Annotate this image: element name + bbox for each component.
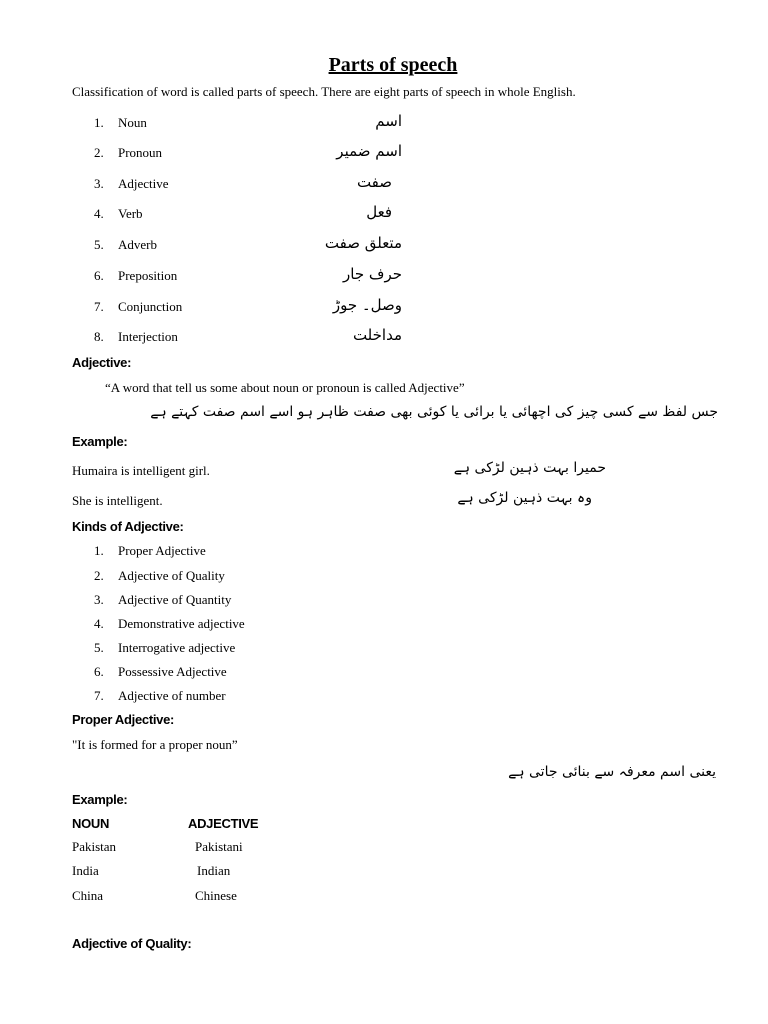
list-item (94, 145, 162, 161)
proper-definition: "It is formed for a proper noun” (72, 737, 238, 752)
list-item (94, 268, 177, 284)
table-cell-noun: Pakistan (72, 839, 117, 854)
list-number: 4. (94, 616, 104, 631)
proper-example-heading: Example: (72, 792, 128, 807)
adjective-definition-urdu: جس لفظ سے کسی چیز کی اچھائی یا برائی یا کوئی بھی صفت ظاہر ہو اسے اسم صفت کہتے ہے (150, 404, 718, 420)
kinds-heading: Kinds of Adjective: (72, 519, 184, 534)
list-label: Interjection (118, 329, 178, 344)
list-number: 1. (94, 543, 104, 558)
list-item (94, 688, 226, 704)
list-label: Conjunction (118, 299, 183, 314)
list-number: 4. (94, 206, 104, 221)
page-title: Parts of speech (328, 54, 458, 76)
list-label: Pronoun (118, 145, 163, 160)
list-number: 2. (94, 568, 104, 583)
list-label: Adjective of Quality (118, 568, 225, 583)
column-header-adjective: ADJECTIVE (188, 816, 259, 831)
table-cell-noun: China (72, 888, 104, 903)
list-item (94, 592, 231, 608)
list-label: Adjective of Quantity (118, 592, 232, 607)
list-label: Possessive Adjective (118, 664, 227, 679)
list-number: 1. (94, 115, 104, 130)
list-label: Interrogative adjective (118, 640, 236, 655)
list-number: 7. (94, 688, 104, 703)
list-item (94, 568, 225, 584)
column-header-noun: NOUN (72, 816, 110, 831)
quality-heading: Adjective of Quality: (72, 936, 192, 951)
list-item (94, 616, 245, 632)
example-sentence-urdu: حمیرا بہت ذہین لڑکی ہے (453, 460, 606, 476)
list-item (94, 115, 147, 131)
list-item (94, 206, 143, 222)
list-item (94, 543, 206, 559)
adjective-definition: “A word that tell us some about noun or pronoun is called Adjective” (105, 380, 465, 395)
urdu-term: اسم ضمیر (336, 142, 402, 160)
list-item (94, 640, 235, 656)
list-item (94, 329, 178, 345)
list-item (94, 176, 169, 192)
list-label: Preposition (118, 268, 178, 283)
table-cell-noun: India (72, 863, 99, 878)
urdu-term: مداخلت (352, 326, 402, 344)
list-label: Adverb (118, 237, 157, 252)
adjective-heading: Adjective: (72, 355, 132, 370)
urdu-term: اسم (375, 112, 402, 130)
example-sentence: Humaira is intelligent girl. (72, 463, 210, 478)
table-cell-adjective: Pakistani (195, 839, 243, 854)
list-number: 5. (94, 237, 104, 252)
list-label: Proper Adjective (118, 543, 206, 558)
list-number: 6. (94, 268, 104, 283)
list-number: 7. (94, 299, 104, 314)
list-number: 3. (94, 176, 104, 191)
proper-heading: Proper Adjective: (72, 712, 175, 727)
urdu-term: متعلق صفت (324, 234, 402, 252)
list-item (94, 237, 157, 253)
list-number: 2. (94, 145, 104, 160)
urdu-term: وصل۔ جوڑ (332, 296, 402, 314)
example-sentence-urdu: وہ بہت ذہین لڑکی ہے (457, 490, 592, 506)
example-sentence: She is intelligent. (72, 493, 163, 508)
urdu-term: حرف جار (343, 265, 402, 283)
list-number: 5. (94, 640, 104, 655)
list-label: Adjective of number (118, 688, 226, 703)
urdu-term: صفت (356, 173, 392, 191)
list-number: 6. (94, 664, 104, 679)
list-item (94, 664, 227, 680)
list-number: 3. (94, 592, 104, 607)
list-label: Noun (118, 115, 147, 130)
list-label: Demonstrative adjective (118, 616, 245, 631)
adjective-example-heading: Example: (72, 434, 128, 449)
list-label: Verb (118, 206, 143, 221)
list-item (94, 299, 182, 315)
table-cell-adjective: Indian (197, 863, 231, 878)
list-label: Adjective (118, 176, 169, 191)
urdu-term: فعل (366, 203, 392, 221)
intro-text: Classification of word is called parts of speech. There are eight parts of speech in whole English. (72, 84, 576, 99)
list-number: 8. (94, 329, 104, 344)
proper-definition-urdu: یعنی اسم معرفہ سے بنائی جاتی ہے (508, 764, 716, 780)
table-cell-adjective: Chinese (195, 888, 237, 903)
